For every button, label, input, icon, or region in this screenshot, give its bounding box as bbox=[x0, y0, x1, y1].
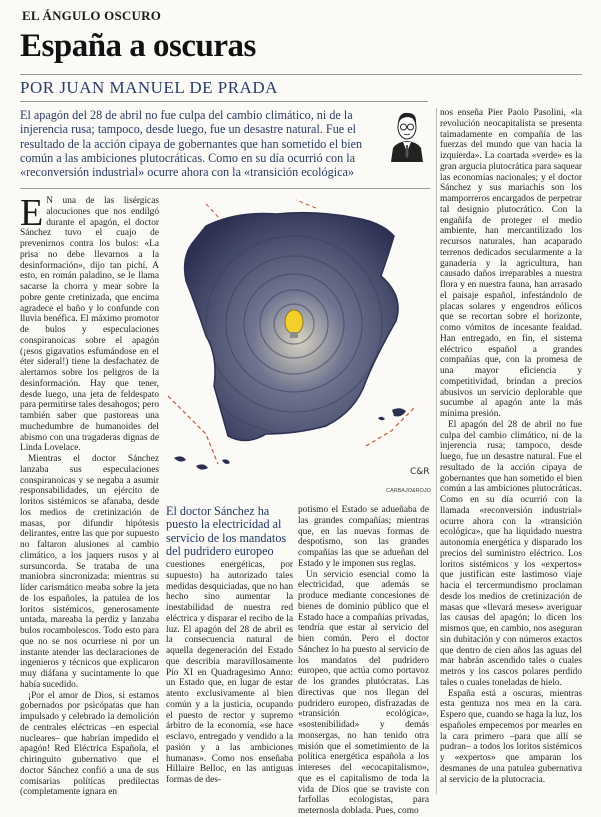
pull-quote: El doctor Sánchez ha puesto la electricidad al servicio de los mandatos del pudridero europeo bbox=[166, 504, 287, 559]
section-label: EL ÁNGULO OSCURO bbox=[22, 8, 162, 23]
rule-dek bbox=[20, 188, 430, 189]
author-portrait bbox=[387, 108, 427, 162]
body-column-3 bbox=[298, 505, 429, 816]
illustration-spain-blackout bbox=[166, 196, 432, 486]
body-column-4 bbox=[440, 108, 582, 794]
paragraph: España está a oscuras, mientras esta gentuza nos mea en la cara. Espero que, cuando se haga la luz, los españoles empecemos por mearles en la cara primero –para que allí se pudran– a todos los loritos sistémicos y «expertos» que amparan los desmanes de una patulea gubernativa al servicio de la plutocracia. bbox=[440, 688, 582, 785]
lightbulb-icon bbox=[285, 310, 303, 334]
paragraph: Mientras el doctor Sánchez lanzaba sus especulaciones conspiranoicas y se negaba a asumir responsabilidades, un ejército de loritos sistémicos se afanaba, desde los medios de cretinización de masas, por difundir hipótesis delirantes, entre las que por supuesto no faltaron alusiones al cambio climático, a los jaquers rusos y al sursuncorda. Se trataba de una maniobra sincronizada: mientras su líder carismático meaba sobre la jeta de los españoles, la patulea de los loritos sistémicos, generosamente untada, mareaba la perdiz y lanzaba bulos rocambolescos. Todo esto para que no se nos ocurriese ni por un instante atender las declaraciones de ingenieros y técnicos que explicaron muy diáfana y sucintamente lo que había sucedido. bbox=[20, 454, 159, 690]
drop-cap: E bbox=[20, 192, 44, 234]
illustration-credit: CARBAJO&ROJO bbox=[386, 488, 431, 494]
paragraph: potismo el Estado se adueñaba de las grandes compañías; mientras que, en las nuevas formas de despotismo, son las grandes compañías las que se adueñan del Estado y le imponen sus reglas. bbox=[298, 505, 429, 569]
rule-byline bbox=[20, 101, 428, 102]
headline: España a oscuras bbox=[20, 28, 256, 64]
body-column-2 bbox=[166, 560, 293, 794]
body-column-1 bbox=[20, 192, 159, 798]
column-divider bbox=[436, 108, 437, 794]
paragraph: El apagón del 28 de abril no fue culpa del cambio climático, ni de la injerencia rusa; tampoco, desde luego, fue un desastre natural. Fue el resultado de la acción cipaya de gobernantes que han sometido el bien común a las ambiciones plutocráticas. Como en su día ocurrió con la llamada «reconversión industrial» ocurre ahora con la «transición ecológica», que ha liquidado nuestra autonomía energética y disparado los precios del suministro eléctrico. Los loritos sistémicos y los «expertos» que justifican este lastimoso viaje hacia el tercermundismo proclaman desde los medios de cretinización de masas que «llevará meses» averiguar las causas del apagón; lo dicen los mismos que, en cambio, nos aseguran sin dubitación y con números exactos que dentro de cien años las aguas del mar habrán ascendido tales o cuales metros y los cascos polares perdido tales o cuales toneladas de hielo. bbox=[440, 419, 582, 688]
svg-text:C&R: C&R bbox=[410, 467, 430, 477]
paragraph: Un servicio esencial como la electricidad, que además se produce mediante concesiones de bienes de dominio público que el Estado hace a compañías privadas, tendría que estar al servicio del bien común. Pero el doctor Sánchez lo ha puesto al servicio de los mandatos del pudridero europeo, que actúa como portavoz de los grandes plutócratas. Las directivas que nos llegan del pudridero europeo, disfrazadas de «transición ecológica», «sostenibilidad» y demás monsergas, no han tenido otra misión que el sometimiento de la política energética española a los intereses del «ecocapitalismo», que es el capitalismo de toda la vida de Dios que se traviste con farfollas ecologistas, para meternosla doblada. Pues, como bbox=[298, 569, 429, 816]
standfirst: El apagón del 28 de abril no fue culpa del cambio climático, ni de la injerencia rusa; tampoco, desde luego, fue un desastre natural. Fue el resultado de la acción cipaya de gobernantes que han sometido el bien común a las ambiciones plutocráticas. Como en su día ocurrió con la «reconversión industrial» ocurre ahora con la «transición ecológica» bbox=[20, 108, 363, 180]
rule-top bbox=[20, 74, 582, 75]
byline: POR JUAN MANUEL DE PRADA bbox=[20, 78, 278, 97]
paragraph: N una de las lisérgicas alocuciones que nos endilgó durante el apagón, el doctor Sánchez tuvo el cuajo de prevenirnos contra los bulos: «La prisa no debe llevarnos a la desinformación», dijo tan pichí. A esto, en román paladino, se le llama sacarse la chorra y mear sobre la pobre gente cretinizada, que encima agradece el baño y lo confunde con lluvia benéfica. El máximo promotor de bulos y especulaciones conspiranoicas sobre el apagón (¡esos gigavatios esfumándose en el éter sideral!) tiene la desfachatez de alertarnos sobre los peligros de la desinformación. Hay que tener, desde luego, una jeta de feldespato para permitirse tales desahogos; pero también saber que pastoreas una muchedumbre de humanoides del abismo con una tragaderas dignas de Linda Lovelace. bbox=[20, 196, 159, 454]
paragraph: nos enseña Pier Paolo Pasolini, «la revolución neocapitalista se presenta taimadamente en compañía de las fuerzas del mundo que van hacia la izquierda». La coartada «verde» es la gran argucia plutocrática para saquear las economías nacionales; y el doctor Sánchez y sus mariachis son los mamporreros encargados de perpetrar tal designio plutocrático. Con la engañifa de proteger el medio ambiente, han mercantilizado los recursos naturales, han acaparado terrenos dedicados secularmente a la ganadería y la agricultura, han causado daños irreparables a nuestra flora y en nuestra fauna, han arrasado el paisaje español, infestándolo de placas solares y engendros eólicos que se recortan sobre el horizonte, como vómitos de incesante fealdad. Han entregado, en fin, el sistema eléctrico español a grandes compañías que, con la promesa de una mayor eficiencia y competitividad, brindan a precios abusivos un servicio deplorable que sucumbe al apagón ante la más mínima presión. bbox=[440, 108, 582, 419]
paragraph: cuestiones energéticas, por supuesto) ha autorizado tales medidas desquiciadas, que no han hecho sino aumentar la inestabilidad de nuestra red eléctrica y disparar el recibo de la luz. El apagón del 28 de abril es la consecuencia natural de aquella degeneración del Estado que describía maravillosamente Pío XI en Quadragesimo Anno: un Estado que, en lugar de estar atento exclusivamente al bien común y a la justicia, ocupando el puesto de rector y supremo árbitro de la economía, «se hace esclavo, entregado y vendido a la pasión y a las ambiciones humanas». Como nos enseñaba Hillaire Belloc, en las antiguas formas de des- bbox=[166, 560, 293, 785]
paragraph: ¡Por el amor de Dios, si estamos gobernados por psicópatas que han impulsado y celebrado la demolición de centrales eléctricas –en especial nucleares– que habrían impedido el apagón! Red Eléctrica Española, el chiringuito gubernativo que el doctor Sánchez confió a una de sus comisarias políticas predilectas (completamente ignara en bbox=[20, 690, 159, 798]
